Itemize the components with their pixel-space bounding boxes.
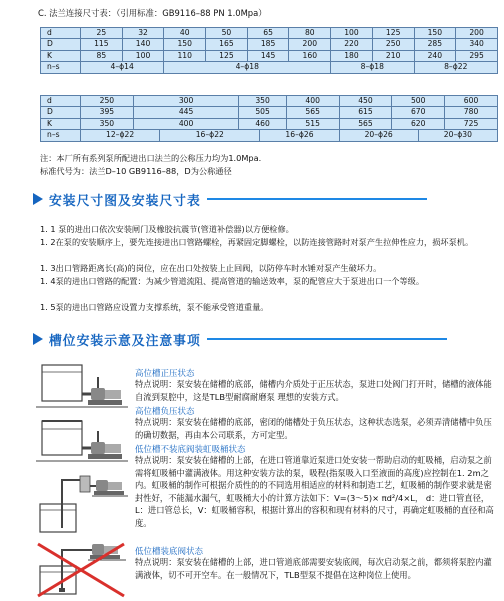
table-cell: 85 <box>81 50 123 61</box>
table-row <box>41 62 498 73</box>
table-cell: 615 <box>339 107 392 118</box>
table-cell: 110 <box>164 50 206 61</box>
table-cell: 395 <box>81 107 134 118</box>
state-description: 特点说明：泵安装在储槽的上部，在进口管道靠近泵进口处安装一帮助启动的虹吸桶，启动泵之前需将虹吸桶中灌满液体。用这种安装方法的泵，吸程(指泵吸入口至液面的高度)应控制在1. 2m之内。虹吸桶的制作可根据介质性的的不同选用相适应的材料和制造工艺，虹吸桶的制作要求就是密封性好，不能漏水漏气，虹吸桶大小的计算方法如下：V=(3～5)× πd²/4×L， d：进口管直径，L：进口管总长，V：虹吸桶容积，根据计算出的容积和现有材料的尺寸，再确定虹吸桶的直径和高度。 <box>135 455 494 528</box>
table-cell: 220 <box>331 39 373 50</box>
table-cell: 240 <box>414 50 456 61</box>
table-cell: 4–ϕ18 <box>164 62 331 73</box>
state-subheading: 低位槽装底阀状态 <box>135 547 204 557</box>
table-cell: 400 <box>286 96 339 107</box>
table-cell: 8–ϕ22 <box>414 62 498 73</box>
state-description: 特点说明：泵安装在储槽的底部，密闭的储槽处于负压状态，这种状态选泵，必须弄清储槽中负压的确切数据，再由本公司联系，方可定型。 <box>135 417 492 440</box>
table-cell: 620 <box>392 118 445 129</box>
table-cell: 445 <box>133 107 239 118</box>
table-cell: 670 <box>392 107 445 118</box>
table-cell: 115 <box>81 39 123 50</box>
table-row <box>41 28 498 39</box>
table-row <box>41 130 498 141</box>
table-cell: 80 <box>289 28 331 39</box>
table-cell: 20–ϕ26 <box>339 130 418 141</box>
table-cell: 400 <box>133 118 239 129</box>
high-tank-negative-pressure-diagram <box>36 419 128 467</box>
table-cell: 12–ϕ22 <box>81 130 160 141</box>
table-cell: 4–ϕ14 <box>81 62 164 73</box>
table-cell: 145 <box>247 50 289 61</box>
row-label: K <box>41 118 81 129</box>
table-cell: 340 <box>456 39 498 50</box>
table-row <box>41 96 498 107</box>
row-label: D <box>41 107 81 118</box>
section-title: 安装尺寸图及安装尺寸表 <box>49 193 201 209</box>
section-rule <box>207 338 447 340</box>
state-subheading: 高位槽正压状态 <box>135 369 195 379</box>
table-cell: 16–ϕ22 <box>160 130 260 141</box>
section-heading-install-dimensions <box>33 189 427 209</box>
table-cell: 25 <box>81 28 123 39</box>
standard-note: 标准代号为：法兰D–10 GB9116–88，D为公称通径 <box>40 166 232 176</box>
table-cell: 460 <box>239 118 286 129</box>
table-row <box>41 118 498 129</box>
row-label: K <box>41 50 81 61</box>
table-cell: 65 <box>247 28 289 39</box>
table-cell: 565 <box>339 118 392 129</box>
flange-table-1 <box>40 27 498 74</box>
row-label: n–s <box>41 130 81 141</box>
state-subheading: 高位槽负压状态 <box>135 407 195 417</box>
pressure-note: 注：本厂所有系列泵所配进出口法兰的公称压力均为1.0Mpa. <box>40 153 262 163</box>
table-cell: 450 <box>339 96 392 107</box>
table-cell: 100 <box>331 28 373 39</box>
install-item: 1. 1 泵的进出口依次安装闸门及橡胶抗震节(管道补偿器)以方便检修。 <box>40 224 294 234</box>
table-cell: 20–ϕ30 <box>418 130 497 141</box>
low-tank-siphon-barrel-diagram <box>36 474 128 536</box>
table-cell: 285 <box>414 39 456 50</box>
table-cell: 350 <box>239 96 286 107</box>
section-heading-tank-position <box>33 329 447 349</box>
table-row <box>41 39 498 50</box>
table-cell: 210 <box>372 50 414 61</box>
table-cell: 50 <box>206 28 248 39</box>
flange-table-caption: C. 法兰连接尺寸表：（引用标准：GB9116–88 PN 1.0Mpa） <box>38 8 267 18</box>
table-row <box>41 50 498 61</box>
section-marker-icon <box>33 333 43 345</box>
table-cell: 125 <box>372 28 414 39</box>
table-cell: 295 <box>456 50 498 61</box>
table-cell: 250 <box>81 96 134 107</box>
table-cell: 140 <box>122 39 164 50</box>
table-cell: 780 <box>445 107 498 118</box>
table-row <box>41 107 498 118</box>
row-label: n–s <box>41 62 81 73</box>
table-cell: 165 <box>206 39 248 50</box>
table-cell: 505 <box>239 107 286 118</box>
section-rule <box>207 198 427 200</box>
table-cell: 150 <box>164 39 206 50</box>
table-cell: 160 <box>289 50 331 61</box>
table-cell: 180 <box>331 50 373 61</box>
table-cell: 600 <box>445 96 498 107</box>
table-cell: 515 <box>286 118 339 129</box>
table-cell: 185 <box>247 39 289 50</box>
row-label: d <box>41 96 81 107</box>
high-tank-positive-pressure-diagram <box>36 363 128 415</box>
row-label: D <box>41 39 81 50</box>
table-cell: 200 <box>289 39 331 50</box>
install-item: 1. 2在泵的安装顺序上，要先连接进出口管路螺栓，再紧固定脚螺栓，以防连接管路时对泵产生拉伸性应力，损坏泵机。 <box>40 237 474 247</box>
flange-table-2 <box>40 95 498 142</box>
table-cell: 350 <box>81 118 134 129</box>
table-cell: 250 <box>372 39 414 50</box>
table-cell: 125 <box>206 50 248 61</box>
install-item: 1. 5泵的进出口管路应设置力支撑系统，泵不能承受管道重量。 <box>40 302 269 312</box>
low-tank-foot-valve-diagram <box>36 540 128 598</box>
install-item: 1. 4泵的进出口管路的配置：为减少管道流阻、提高管道的输送效率，泵的配管应大于泵进出口一个等级。 <box>40 276 425 286</box>
table-cell: 565 <box>286 107 339 118</box>
state-subheading: 低位槽不装底阀装虹吸桶状态 <box>135 445 246 455</box>
table-cell: 16–ϕ26 <box>260 130 339 141</box>
table-cell: 500 <box>392 96 445 107</box>
table-cell: 100 <box>122 50 164 61</box>
table-cell: 8–ϕ18 <box>331 62 414 73</box>
section-marker-icon <box>33 193 43 205</box>
state-description: 特点说明：泵安装在储槽的上部，进口管道底部需要安装底阀，每次启动泵之前，都须将泵腔内灌满液体，切不可开空车。在一般情况下，TLB型泵不提倡在这种岗位上使用。 <box>135 557 492 580</box>
state-description: 特点说明：泵安装在储槽的底部，储槽内介质处于正压状态，泵进口处阀门打开时，储槽的液体能自流到泵腔中，这是TLB型耐腐耐磨泵 理想的安装方式。 <box>135 379 492 402</box>
table-cell: 725 <box>445 118 498 129</box>
table-cell: 40 <box>164 28 206 39</box>
row-label: d <box>41 28 81 39</box>
table-cell: 32 <box>122 28 164 39</box>
table-cell: 200 <box>456 28 498 39</box>
table-cell: 300 <box>133 96 239 107</box>
install-item: 1. 3出口管路距离长(高)的岗位，应在出口处按装上止回阀，以防停车时水锤对泵产生破坏力。 <box>40 263 382 273</box>
section-title: 槽位安装示意及注意事项 <box>49 333 201 349</box>
table-cell: 150 <box>414 28 456 39</box>
